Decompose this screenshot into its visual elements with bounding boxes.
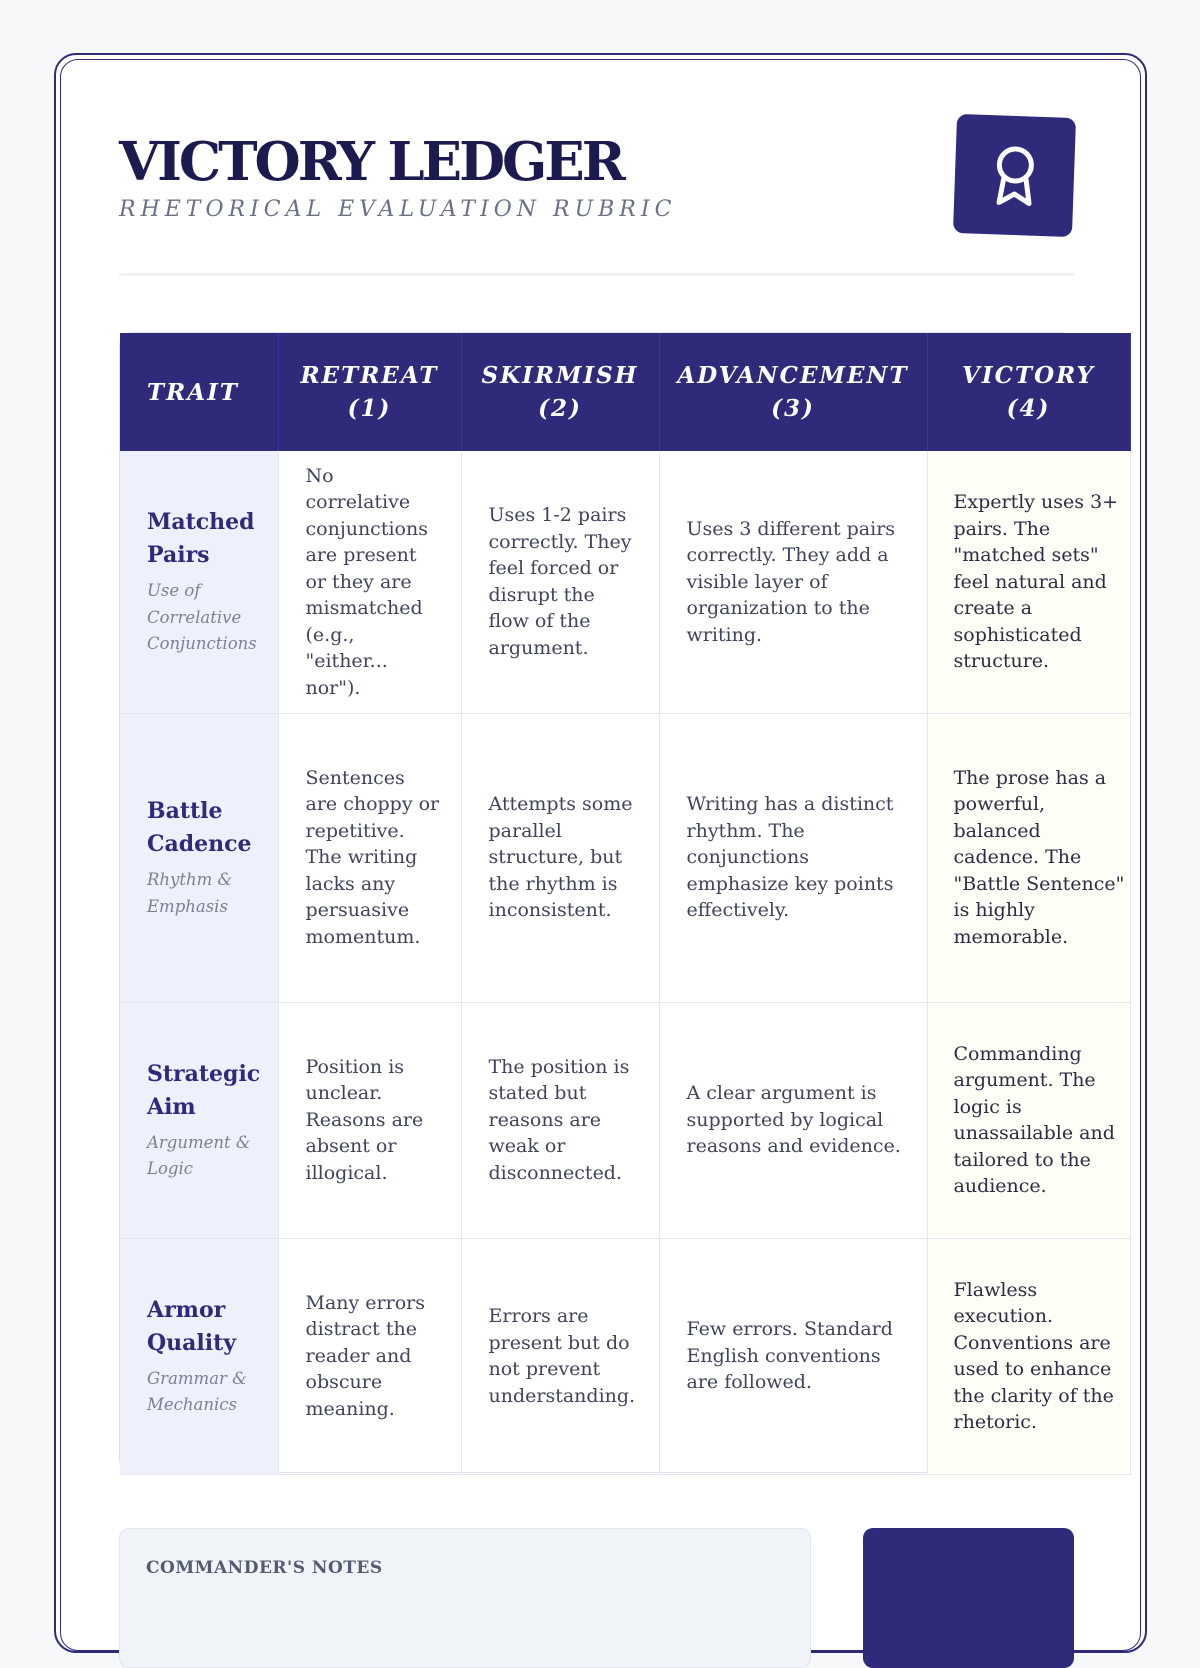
table-row	[120, 451, 1130, 713]
trait-name: Strategic Aim	[147, 1060, 261, 1120]
skirmish-cell: Uses 1-2 pairs correctly. They feel forced or disrupt the flow of the argument.	[461, 451, 659, 713]
commanders-notes-box[interactable]	[119, 1528, 811, 1668]
rubric-card	[54, 53, 1147, 1653]
page-title: VICTORY LEDGER	[119, 131, 623, 193]
trait-name: Matched Pairs	[147, 509, 255, 568]
rubric-table	[120, 333, 1131, 1475]
table-row	[120, 1002, 1130, 1238]
column-header-advancement: ADVANCEMENT (3)	[659, 333, 927, 451]
victory-cell: The prose has a powerful, balanced cadence. The "Battle Sentence" is highly memorable.	[927, 713, 1130, 1002]
skirmish-cell: Errors are present but do not prevent understanding.	[461, 1238, 659, 1474]
rubric-header-row	[120, 333, 1130, 451]
trait-cell	[120, 451, 278, 713]
rubric-card-inner	[60, 59, 1141, 1651]
victory-cell: Expertly uses 3+ pairs. The "matched sets" feel natural and create a sophisticated structure.	[927, 451, 1130, 713]
award-ribbon-icon	[989, 142, 1039, 210]
trait-subtitle: Grammar & Mechanics	[147, 1368, 247, 1414]
column-header-skirmish: SKIRMISH (2)	[461, 333, 659, 451]
victory-cell: Commanding argument. The logic is unassailable and tailored to the audience.	[927, 1002, 1130, 1238]
trait-cell	[120, 1002, 278, 1238]
column-header-victory: VICTORY (4)	[927, 333, 1130, 451]
skirmish-cell: The position is stated but reasons are weak or disconnected.	[461, 1002, 659, 1238]
skirmish-cell: Attempts some parallel structure, but the rhythm is inconsistent.	[461, 713, 659, 1002]
trait-subtitle: Use of Correlative Conjunctions	[147, 581, 257, 653]
retreat-cell: Position is unclear. Reasons are absent or illogical.	[278, 1002, 461, 1238]
trait-cell	[120, 1238, 278, 1474]
rubric-table-container	[119, 332, 1125, 1473]
retreat-cell: Many errors distract the reader and obscure meaning.	[278, 1238, 461, 1474]
trait-cell	[120, 713, 278, 1002]
trait-subtitle: Argument & Logic	[147, 1132, 251, 1178]
advancement-cell: Uses 3 different pairs correctly. They add a visible layer of organization to the writing.	[659, 451, 927, 713]
advancement-cell: Few errors. Standard English conventions are followed.	[659, 1238, 927, 1474]
notes-label: COMMANDER'S NOTES	[146, 1558, 383, 1578]
column-header-trait: TRAIT	[120, 333, 278, 451]
victory-cell: Flawless execution. Conventions are used to enhance the clarity of the rhetoric.	[927, 1238, 1130, 1474]
header-divider	[119, 273, 1074, 276]
retreat-cell: No correlative conjunctions are present or they are mismatched (e.g., "either... nor").	[278, 451, 461, 713]
advancement-cell: Writing has a distinct rhythm. The conjunctions emphasize key points effectively.	[659, 713, 927, 1002]
score-box	[863, 1528, 1074, 1668]
trait-name: Battle Cadence	[147, 798, 252, 857]
award-badge	[953, 114, 1076, 237]
trait-subtitle: Rhythm & Emphasis	[147, 870, 233, 916]
table-row	[120, 1238, 1130, 1474]
advancement-cell: A clear argument is supported by logical reasons and evidence.	[659, 1002, 927, 1238]
table-row	[120, 713, 1130, 1002]
trait-name: Armor Quality	[147, 1296, 237, 1356]
retreat-cell: Sentences are choppy or repetitive. The writing lacks any persuasive momentum.	[278, 713, 461, 1002]
column-header-retreat: RETREAT (1)	[278, 333, 461, 451]
page-subtitle: RHETORICAL EVALUATION RUBRIC	[119, 197, 677, 222]
